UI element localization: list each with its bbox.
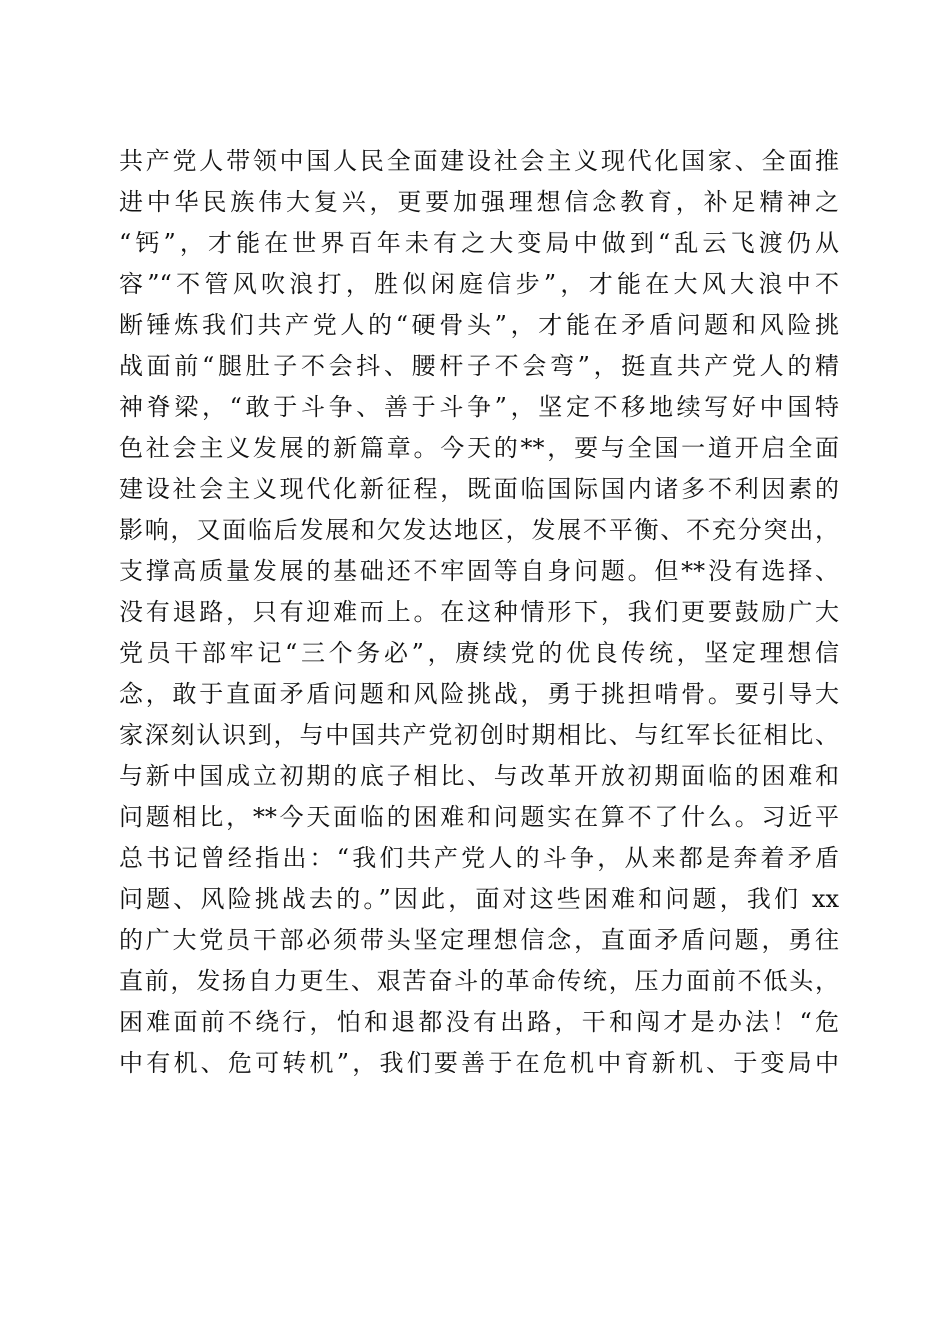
text-line: 共产党人带领中国人民全面建设社会主义现代化国家、全面推 [119, 147, 839, 175]
text-line: 断锤炼我们共产党人的“硬骨头”，才能在矛盾问题和风险挑 [119, 311, 839, 339]
text-line: 总书记曾经指出：“我们共产党人的斗争，从来都是奔着矛盾 [119, 844, 839, 872]
text-line: 的广大党员干部必须带头坚定理想信念，直面矛盾问题，勇往 [119, 926, 839, 954]
text-line: 建设社会主义现代化新征程，既面临国际国内诸多不利因素的 [119, 475, 839, 503]
text-line: 容”“不管风吹浪打，胜似闲庭信步”，才能在大风大浪中不 [119, 270, 839, 298]
text-line: 影响，又面临后发展和欠发达地区，发展不平衡、不充分突出， [119, 516, 839, 544]
text-line: 中有机、危可转机”，我们要善于在危机中育新机、于变局中 [119, 1049, 839, 1077]
text-line: 问题、风险挑战去的。”因此，面对这些困难和问题，我们 xx [119, 885, 839, 913]
text-line: 直前，发扬自力更生、艰苦奋斗的革命传统，压力面前不低头， [119, 967, 839, 995]
text-line: 支撑高质量发展的基础还不牢固等自身问题。但**没有选择、 [119, 557, 839, 585]
text-line: 战面前“腿肚子不会抖、腰杆子不会弯”，挺直共产党人的精 [119, 352, 839, 380]
text-line: 念，敢于直面矛盾问题和风险挑战，勇于挑担啃骨。要引导大 [119, 680, 839, 708]
body-paragraph [119, 141, 839, 1084]
text-line: 色社会主义发展的新篇章。今天的**，要与全国一道开启全面 [119, 434, 839, 462]
text-line: “钙”，才能在世界百年未有之大变局中做到“乱云飞渡仍从 [119, 229, 839, 257]
text-line: 家深刻认识到，与中国共产党初创时期相比、与红军长征相比、 [119, 721, 839, 749]
text-line: 与新中国成立初期的底子相比、与改革开放初期面临的困难和 [119, 762, 839, 790]
text-line: 问题相比，**今天面临的困难和问题实在算不了什么。习近平 [119, 803, 839, 831]
text-line: 神脊梁，“敢于斗争、善于斗争”，坚定不移地续写好中国特 [119, 393, 839, 421]
text-line: 没有退路，只有迎难而上。在这种情形下，我们更要鼓励广大 [119, 598, 839, 626]
text-line: 进中华民族伟大复兴，更要加强理想信念教育，补足精神之 [119, 188, 839, 216]
text-line: 党员干部牢记“三个务必”，赓续党的优良传统，坚定理想信 [119, 639, 839, 667]
text-line: 困难面前不绕行，怕和退都没有出路，干和闯才是办法！“危 [119, 1008, 839, 1036]
